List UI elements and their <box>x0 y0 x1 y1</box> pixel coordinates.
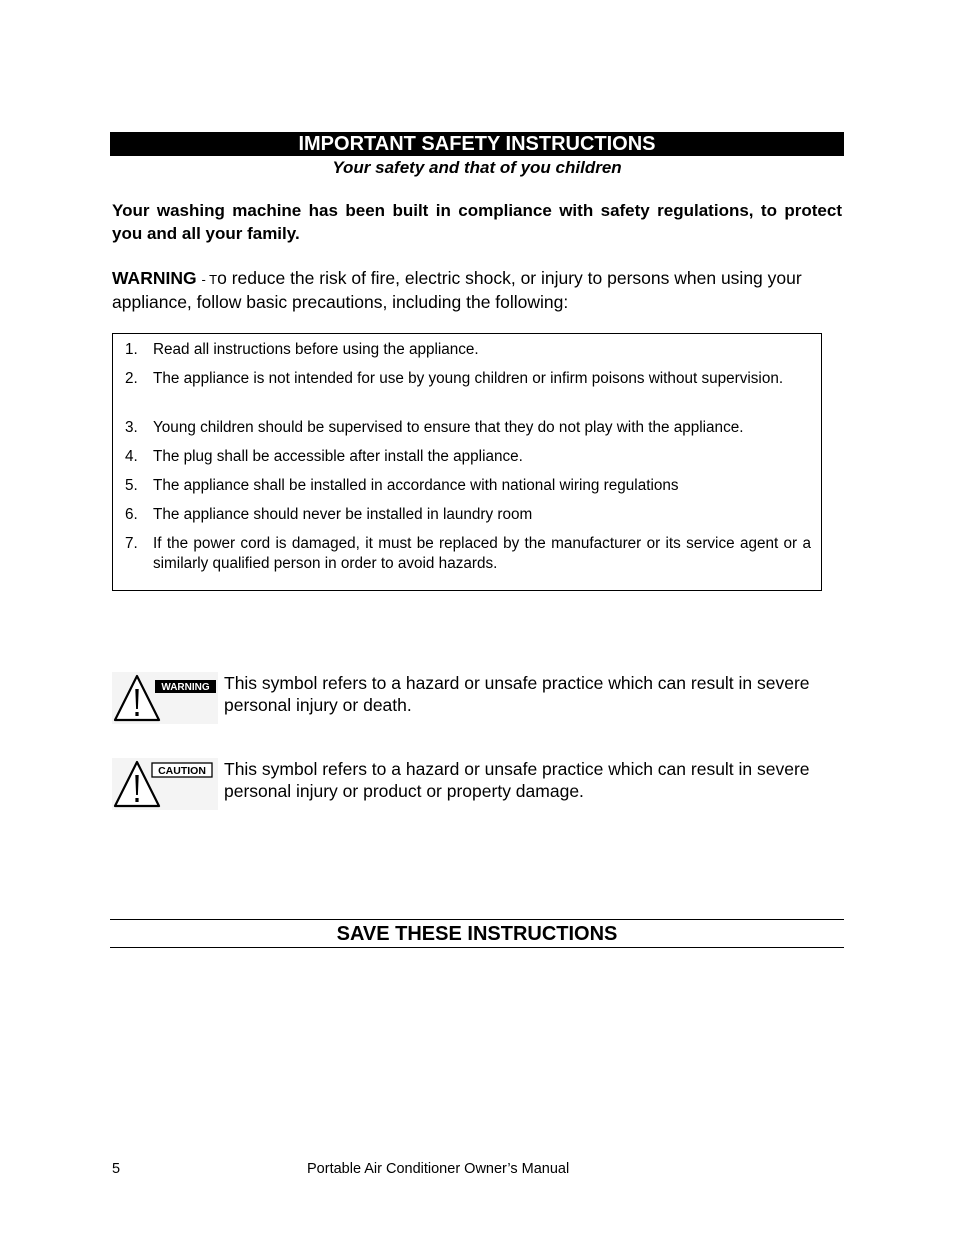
list-item <box>125 476 811 496</box>
list-item-text: The plug shall be accessible after install the appliance. <box>153 448 523 465</box>
list-item-number: 3. <box>125 419 138 436</box>
section-subtitle: Your safety and that of you children <box>332 158 622 177</box>
caution-symbol-row <box>112 758 847 810</box>
caution-triangle-icon <box>112 758 218 810</box>
warning-text: o reduce the risk of fire, electric shock, or injury to persons when using your appliance, follow basic precautions, including the following: <box>112 268 802 312</box>
list-item-number: 1. <box>125 341 138 358</box>
section-title-bar: IMPORTANT SAFETY INSTRUCTIONS <box>110 132 844 156</box>
caution-badge-text: CAUTION <box>158 765 206 777</box>
list-item-text: The appliance should never be installed in laundry room <box>153 506 533 523</box>
list-item-number: 7. <box>125 535 138 552</box>
warning-separator: - T <box>201 272 218 287</box>
list-item <box>125 340 811 360</box>
list-item <box>125 505 811 525</box>
intro-paragraph: Your washing machine has been built in compliance with safety regulations, to protect you and all your family. <box>112 201 842 243</box>
list-item <box>125 369 811 389</box>
list-item <box>125 447 811 467</box>
caution-symbol-description: This symbol refers to a hazard or unsafe practice which can result in severe personal injury or product or property damage. <box>224 759 810 801</box>
warning-symbol-row <box>112 672 847 724</box>
warning-badge-text: WARNING <box>161 682 210 694</box>
precautions-box <box>112 333 822 591</box>
list-item-number: 6. <box>125 506 138 523</box>
list-item <box>125 534 811 574</box>
page-number: 5 <box>112 1161 121 1177</box>
list-item-number: 2. <box>125 370 138 387</box>
list-item-text: The appliance shall be installed in accordance with national wiring regulations <box>153 477 679 494</box>
list-item <box>125 418 811 438</box>
warning-triangle-icon <box>112 672 218 724</box>
list-item-number: 4. <box>125 448 138 465</box>
warning-paragraph <box>112 267 847 314</box>
list-item-text: The appliance is not intended for use by young children or infirm poisons without supervision. <box>153 370 784 387</box>
warning-label: WARNING <box>112 268 197 288</box>
list-item-text: If the power cord is damaged, it must be replaced by the manufacturer or its service agent or a similarly qualified person in order to avoid hazards. <box>153 535 811 572</box>
list-item-text: Young children should be supervised to ensure that they do not play with the appliance. <box>153 419 744 436</box>
save-rule-bottom <box>110 947 844 948</box>
list-item-number: 5. <box>125 477 138 494</box>
footer-manual-title: Portable Air Conditioner Owner’s Manual <box>307 1161 570 1177</box>
list-item-text: Read all instructions before using the appliance. <box>153 341 479 358</box>
save-rule-top <box>110 919 844 920</box>
save-instructions-title: SAVE THESE INSTRUCTIONS <box>336 923 618 945</box>
warning-symbol-description: This symbol refers to a hazard or unsafe practice which can result in severe personal injury or death. <box>224 673 810 715</box>
